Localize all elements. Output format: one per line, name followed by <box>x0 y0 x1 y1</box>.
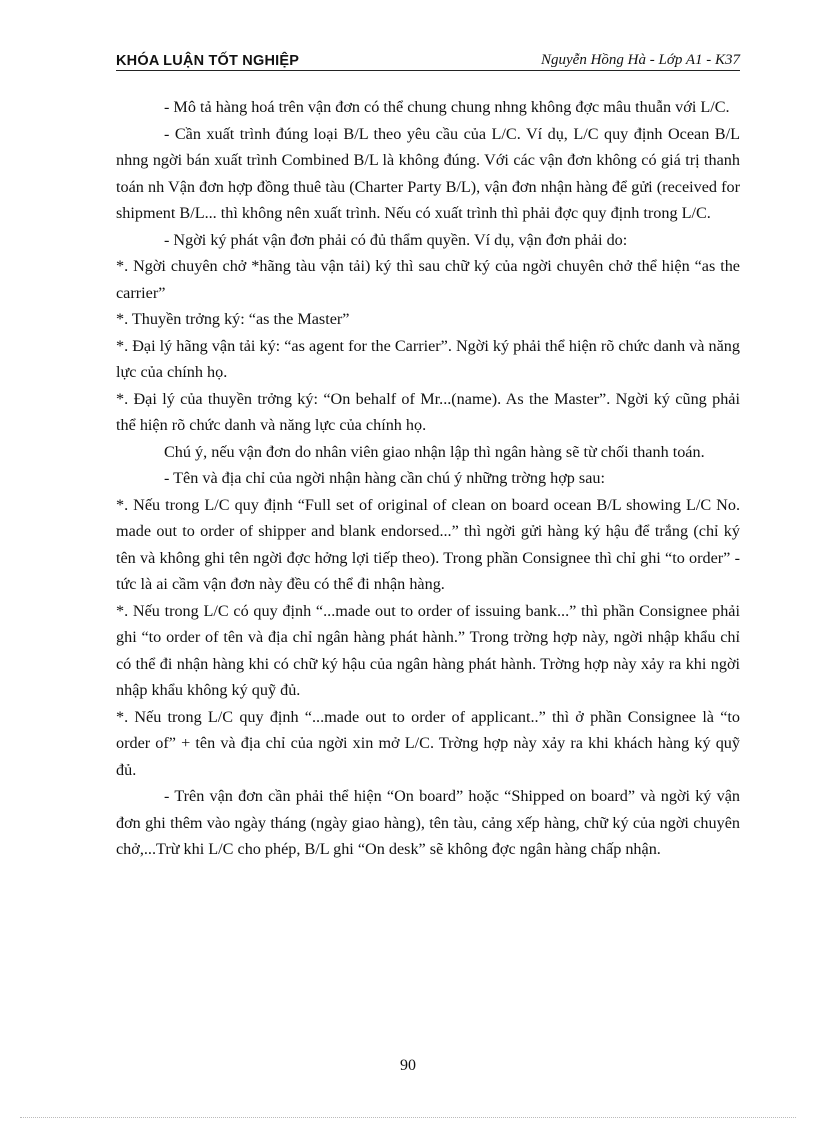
paragraph: *. Nếu trong L/C quy định “Full set of original of clean on board ocean B/L showing L/C No. made out to order of shipper and blank endorsed...” thì ngời gửi hàng ký hậu để trắng (chỉ ký tên và không ghi tên ngời đợc hởng lợi tiếp theo). Trong phần Consignee thì chỉ ghi “to order” - tức là ai cầm vận đơn này đều có thể đi nhận hàng. <box>116 495 740 593</box>
paragraph: - Mô tả hàng hoá trên vận đơn có thể chung chung nhng không đợc mâu thuẫn với L/C. <box>164 98 730 116</box>
paragraph: - Cần xuất trình đúng loại B/L theo yêu cầu của L/C. Ví dụ, L/C quy định Ocean B/L nhng ngời bán xuất trình Combined B/L là không đúng. Với các vận đơn không có giá trị thanh toán nh Vận đơn hợp đồng thuê tàu (Charter Party B/L), vận đơn nhận hàng để gửi (received for shipment B/L... thì không nên xuất trình. Nếu có xuất trình thì phải đợc quy định trong L/C. <box>116 124 740 222</box>
header-title: KHÓA LUẬN TỐT NGHIỆP <box>116 53 300 69</box>
paragraph: *. Ngời chuyên chở *hãng tàu vận tải) ký thì sau chữ ký của ngời chuyên chở thể hiện “as the carrier” <box>116 257 740 302</box>
paragraph: Chú ý, nếu vận đơn do nhân viên giao nhận lập thì ngân hàng sẽ từ chối thanh toán. <box>164 442 705 461</box>
paragraph: *. Thuyền trởng ký: “as the Master” <box>116 310 350 328</box>
paragraph: *. Đại lý hãng vận tải ký: “as agent for the Carrier”. Ngời ký phải thể hiện rõ chức danh và năng lực của chính họ. <box>116 336 740 381</box>
header-author: Nguyễn Hồng Hà - Lớp A1 - K37 <box>541 52 740 68</box>
paragraph: - Tên và địa chỉ của ngời nhận hàng cần chú ý những trờng hợp sau: <box>164 469 605 487</box>
paragraph: - Ngời ký phát vận đơn phải có đủ thẩm quyền. Ví dụ, vận đơn phải do: <box>164 230 628 249</box>
page-header <box>116 50 740 71</box>
bottom-divider <box>20 1117 796 1118</box>
paragraph: *. Nếu trong L/C có quy định “...made out to order of issuing bank...” thì phần Consignee phải ghi “to order of tên và địa chỉ ngân hàng phát hành.” Trong trờng hợp này, ngời nhập khẩu chỉ có thể đi nhận hàng khi có chữ ký hậu của ngân hàng phát hành. Trờng hợp này xảy ra khi ngời nhập khẩu không ký quỹ đủ. <box>116 601 740 699</box>
paragraph: *. Nếu trong L/C quy định “...made out to order of applicant..” thì ở phần Consignee là “to order of” + tên và địa chỉ của ngời xin mở L/C. Trờng hợp này xảy ra khi khách hàng ký quỹ đủ. <box>116 707 740 779</box>
document-body <box>116 94 740 863</box>
paragraph: *. Đại lý của thuyền trởng ký: “On behalf of Mr...(name). As the Master”. Ngời ký cũng phải thể hiện rõ chức danh và năng lực của chính họ. <box>116 389 740 434</box>
paragraph: - Trên vận đơn cần phải thể hiện “On board” hoặc “Shipped on board” và ngời ký vận đơn ghi thêm vào ngày tháng (ngày giao hàng), tên tàu, cảng xếp hàng, chữ ký của ngời chuyên chở,...Trừ khi L/C cho phép, B/L ghi “On desk” sẽ không đợc ngân hàng chấp nhận. <box>116 787 740 858</box>
page-number: 90 <box>400 1057 416 1074</box>
